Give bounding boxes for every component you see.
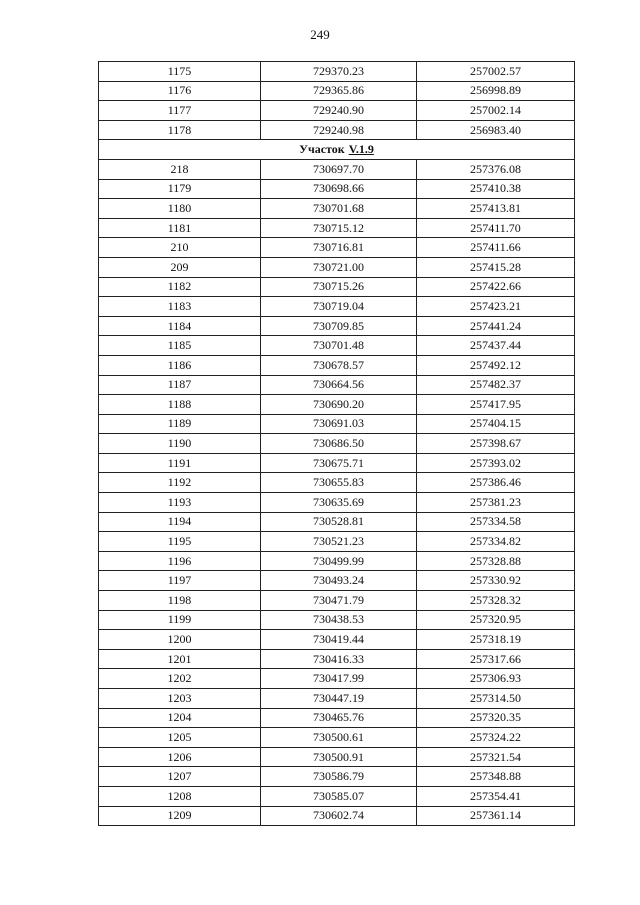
y-coordinate-cell: 257334.82 bbox=[417, 532, 575, 552]
table-row bbox=[99, 297, 575, 317]
y-coordinate-cell: 257376.08 bbox=[417, 159, 575, 179]
y-coordinate-cell: 257437.44 bbox=[417, 336, 575, 356]
y-coordinate-cell: 257398.67 bbox=[417, 434, 575, 454]
y-coordinate-cell: 257317.66 bbox=[417, 649, 575, 669]
x-coordinate-cell: 730585.07 bbox=[261, 786, 417, 806]
y-coordinate-cell: 257321.54 bbox=[417, 747, 575, 767]
table-row bbox=[99, 512, 575, 532]
table-row bbox=[99, 551, 575, 571]
y-coordinate-cell: 257417.95 bbox=[417, 395, 575, 415]
coordinates-table-body bbox=[99, 62, 575, 826]
x-coordinate-cell: 730528.81 bbox=[261, 512, 417, 532]
section-header-cell bbox=[99, 140, 575, 160]
y-coordinate-cell: 257320.35 bbox=[417, 708, 575, 728]
point-number-cell: 1196 bbox=[99, 551, 261, 571]
x-coordinate-cell: 730701.48 bbox=[261, 336, 417, 356]
x-coordinate-cell: 730709.85 bbox=[261, 316, 417, 336]
x-coordinate-cell: 730697.70 bbox=[261, 159, 417, 179]
section-code: V.1.9 bbox=[348, 142, 374, 157]
table-row bbox=[99, 199, 575, 219]
point-number-cell: 1206 bbox=[99, 747, 261, 767]
y-coordinate-cell: 257320.95 bbox=[417, 610, 575, 630]
y-coordinate-cell: 256998.89 bbox=[417, 81, 575, 101]
table-row bbox=[99, 669, 575, 689]
table-row bbox=[99, 414, 575, 434]
point-number-cell: 218 bbox=[99, 159, 261, 179]
table-row bbox=[99, 591, 575, 611]
point-number-cell: 1198 bbox=[99, 591, 261, 611]
y-coordinate-cell: 257334.58 bbox=[417, 512, 575, 532]
table-row bbox=[99, 336, 575, 356]
x-coordinate-cell: 730719.04 bbox=[261, 297, 417, 317]
table-row bbox=[99, 375, 575, 395]
x-coordinate-cell: 730675.71 bbox=[261, 453, 417, 473]
x-coordinate-cell: 730655.83 bbox=[261, 473, 417, 493]
table-row bbox=[99, 62, 575, 82]
point-number-cell: 1182 bbox=[99, 277, 261, 297]
table-row bbox=[99, 101, 575, 121]
y-coordinate-cell: 257354.41 bbox=[417, 786, 575, 806]
y-coordinate-cell: 257441.24 bbox=[417, 316, 575, 336]
y-coordinate-cell: 257410.38 bbox=[417, 179, 575, 199]
point-number-cell: 1179 bbox=[99, 179, 261, 199]
table-row bbox=[99, 238, 575, 258]
x-coordinate-cell: 730419.44 bbox=[261, 630, 417, 650]
x-coordinate-cell: 730417.99 bbox=[261, 669, 417, 689]
y-coordinate-cell: 256983.40 bbox=[417, 120, 575, 140]
y-coordinate-cell: 257422.66 bbox=[417, 277, 575, 297]
y-coordinate-cell: 257492.12 bbox=[417, 355, 575, 375]
point-number-cell: 209 bbox=[99, 257, 261, 277]
y-coordinate-cell: 257404.15 bbox=[417, 414, 575, 434]
x-coordinate-cell: 730635.69 bbox=[261, 493, 417, 513]
point-number-cell: 1180 bbox=[99, 199, 261, 219]
y-coordinate-cell: 257348.88 bbox=[417, 767, 575, 787]
x-coordinate-cell: 730602.74 bbox=[261, 806, 417, 826]
point-number-cell: 1189 bbox=[99, 414, 261, 434]
page-number: 249 bbox=[310, 27, 330, 42]
point-number-cell: 1187 bbox=[99, 375, 261, 395]
x-coordinate-cell: 730721.00 bbox=[261, 257, 417, 277]
table-row bbox=[99, 610, 575, 630]
x-coordinate-cell: 729370.23 bbox=[261, 62, 417, 82]
y-coordinate-cell: 257393.02 bbox=[417, 453, 575, 473]
point-number-cell: 1203 bbox=[99, 689, 261, 709]
table-row bbox=[99, 649, 575, 669]
y-coordinate-cell: 257361.14 bbox=[417, 806, 575, 826]
x-coordinate-cell: 730686.50 bbox=[261, 434, 417, 454]
x-coordinate-cell: 730716.81 bbox=[261, 238, 417, 258]
point-number-cell: 1209 bbox=[99, 806, 261, 826]
table-row bbox=[99, 355, 575, 375]
table-row bbox=[99, 630, 575, 650]
point-number-cell: 1195 bbox=[99, 532, 261, 552]
point-number-cell: 1191 bbox=[99, 453, 261, 473]
table-row bbox=[99, 120, 575, 140]
x-coordinate-cell: 729240.98 bbox=[261, 120, 417, 140]
coordinates-table bbox=[98, 61, 575, 826]
x-coordinate-cell: 730471.79 bbox=[261, 591, 417, 611]
x-coordinate-cell: 730521.23 bbox=[261, 532, 417, 552]
x-coordinate-cell: 730438.53 bbox=[261, 610, 417, 630]
y-coordinate-cell: 257330.92 bbox=[417, 571, 575, 591]
y-coordinate-cell: 257002.57 bbox=[417, 62, 575, 82]
point-number-cell: 1177 bbox=[99, 101, 261, 121]
x-coordinate-cell: 730416.33 bbox=[261, 649, 417, 669]
y-coordinate-cell: 257002.14 bbox=[417, 101, 575, 121]
y-coordinate-cell: 257423.21 bbox=[417, 297, 575, 317]
point-number-cell: 1192 bbox=[99, 473, 261, 493]
table-row bbox=[99, 689, 575, 709]
point-number-cell: 1183 bbox=[99, 297, 261, 317]
x-coordinate-cell: 730465.76 bbox=[261, 708, 417, 728]
table-row bbox=[99, 179, 575, 199]
point-number-cell: 1175 bbox=[99, 62, 261, 82]
point-number-cell: 1176 bbox=[99, 81, 261, 101]
point-number-cell: 1194 bbox=[99, 512, 261, 532]
x-coordinate-cell: 730493.24 bbox=[261, 571, 417, 591]
x-coordinate-cell: 730499.99 bbox=[261, 551, 417, 571]
x-coordinate-cell: 730691.03 bbox=[261, 414, 417, 434]
y-coordinate-cell: 257411.66 bbox=[417, 238, 575, 258]
table-row bbox=[99, 316, 575, 336]
x-coordinate-cell: 729240.90 bbox=[261, 101, 417, 121]
point-number-cell: 1202 bbox=[99, 669, 261, 689]
y-coordinate-cell: 257411.70 bbox=[417, 218, 575, 238]
table-row bbox=[99, 434, 575, 454]
point-number-cell: 1193 bbox=[99, 493, 261, 513]
x-coordinate-cell: 730447.19 bbox=[261, 689, 417, 709]
x-coordinate-cell: 730586.79 bbox=[261, 767, 417, 787]
table-row bbox=[99, 257, 575, 277]
x-coordinate-cell: 730690.20 bbox=[261, 395, 417, 415]
table-row bbox=[99, 453, 575, 473]
section-label: Участок bbox=[299, 142, 345, 157]
y-coordinate-cell: 257328.88 bbox=[417, 551, 575, 571]
section-header-row bbox=[99, 140, 575, 160]
x-coordinate-cell: 730715.12 bbox=[261, 218, 417, 238]
table-row bbox=[99, 473, 575, 493]
table-row bbox=[99, 218, 575, 238]
x-coordinate-cell: 730678.57 bbox=[261, 355, 417, 375]
table-row bbox=[99, 747, 575, 767]
table-row bbox=[99, 532, 575, 552]
y-coordinate-cell: 257328.32 bbox=[417, 591, 575, 611]
y-coordinate-cell: 257306.93 bbox=[417, 669, 575, 689]
table-row bbox=[99, 767, 575, 787]
point-number-cell: 1205 bbox=[99, 728, 261, 748]
table-row bbox=[99, 708, 575, 728]
y-coordinate-cell: 257324.22 bbox=[417, 728, 575, 748]
x-coordinate-cell: 730698.66 bbox=[261, 179, 417, 199]
x-coordinate-cell: 730500.61 bbox=[261, 728, 417, 748]
point-number-cell: 1207 bbox=[99, 767, 261, 787]
point-number-cell: 1199 bbox=[99, 610, 261, 630]
point-number-cell: 1178 bbox=[99, 120, 261, 140]
point-number-cell: 1197 bbox=[99, 571, 261, 591]
point-number-cell: 210 bbox=[99, 238, 261, 258]
y-coordinate-cell: 257413.81 bbox=[417, 199, 575, 219]
point-number-cell: 1184 bbox=[99, 316, 261, 336]
point-number-cell: 1185 bbox=[99, 336, 261, 356]
y-coordinate-cell: 257386.46 bbox=[417, 473, 575, 493]
table-row bbox=[99, 571, 575, 591]
table-row bbox=[99, 806, 575, 826]
point-number-cell: 1186 bbox=[99, 355, 261, 375]
x-coordinate-cell: 729365.86 bbox=[261, 81, 417, 101]
y-coordinate-cell: 257415.28 bbox=[417, 257, 575, 277]
x-coordinate-cell: 730701.68 bbox=[261, 199, 417, 219]
y-coordinate-cell: 257381.23 bbox=[417, 493, 575, 513]
point-number-cell: 1204 bbox=[99, 708, 261, 728]
x-coordinate-cell: 730664.56 bbox=[261, 375, 417, 395]
y-coordinate-cell: 257482.37 bbox=[417, 375, 575, 395]
x-coordinate-cell: 730500.91 bbox=[261, 747, 417, 767]
table-row bbox=[99, 277, 575, 297]
point-number-cell: 1208 bbox=[99, 786, 261, 806]
point-number-cell: 1200 bbox=[99, 630, 261, 650]
y-coordinate-cell: 257314.50 bbox=[417, 689, 575, 709]
table-row bbox=[99, 493, 575, 513]
point-number-cell: 1190 bbox=[99, 434, 261, 454]
table-row bbox=[99, 728, 575, 748]
y-coordinate-cell: 257318.19 bbox=[417, 630, 575, 650]
table-row bbox=[99, 395, 575, 415]
point-number-cell: 1188 bbox=[99, 395, 261, 415]
point-number-cell: 1181 bbox=[99, 218, 261, 238]
table-row bbox=[99, 159, 575, 179]
x-coordinate-cell: 730715.26 bbox=[261, 277, 417, 297]
table-row bbox=[99, 81, 575, 101]
table-row bbox=[99, 786, 575, 806]
point-number-cell: 1201 bbox=[99, 649, 261, 669]
